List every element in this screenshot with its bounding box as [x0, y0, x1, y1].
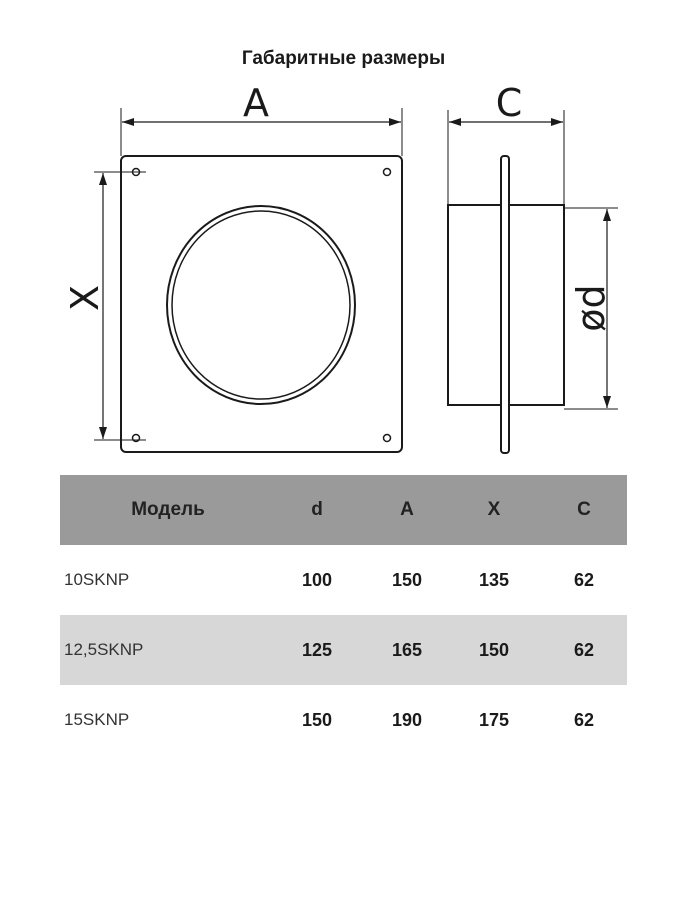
dimension-c-label: C [495, 81, 523, 125]
mounting-hole-bottom-right [384, 435, 391, 442]
cell-a: 150 [391, 569, 423, 590]
header-x: X [487, 499, 501, 520]
cell-model: 10SKNP [64, 570, 130, 589]
front-view [121, 156, 402, 452]
cell-x: 150 [478, 639, 510, 660]
cell-d: 150 [301, 709, 333, 730]
cell-x: 135 [478, 569, 510, 590]
dimension-x-label: X [63, 284, 107, 312]
dimension-a-label: A [243, 81, 269, 125]
cell-c: 62 [573, 639, 595, 660]
table-row [60, 615, 627, 685]
cell-a: 190 [391, 709, 423, 730]
header-model: Модель [131, 499, 205, 520]
cell-d: 125 [301, 639, 333, 660]
page-title: Габаритные размеры [241, 48, 446, 69]
cell-c: 62 [573, 569, 595, 590]
side-plate [501, 156, 509, 453]
dimension-d-label: ød [569, 284, 613, 332]
cell-model: 12,5SKNP [64, 640, 144, 659]
duct-opening-inner [172, 211, 350, 399]
table-row [60, 545, 627, 615]
mounting-hole-top-right [384, 169, 391, 176]
front-plate [121, 156, 402, 452]
dimensions-table [60, 475, 627, 755]
cell-c: 62 [573, 709, 595, 730]
duct-opening-outer [167, 206, 355, 404]
header-d: d [311, 499, 323, 520]
cell-x: 175 [478, 709, 510, 730]
header-c: C [577, 499, 591, 520]
cell-model: 15SKNP [64, 710, 130, 729]
header-a: A [400, 499, 414, 520]
table-row [60, 685, 627, 755]
table-header-row [60, 475, 627, 545]
cell-d: 100 [301, 569, 333, 590]
side-view [448, 156, 564, 453]
cell-a: 165 [391, 639, 423, 660]
